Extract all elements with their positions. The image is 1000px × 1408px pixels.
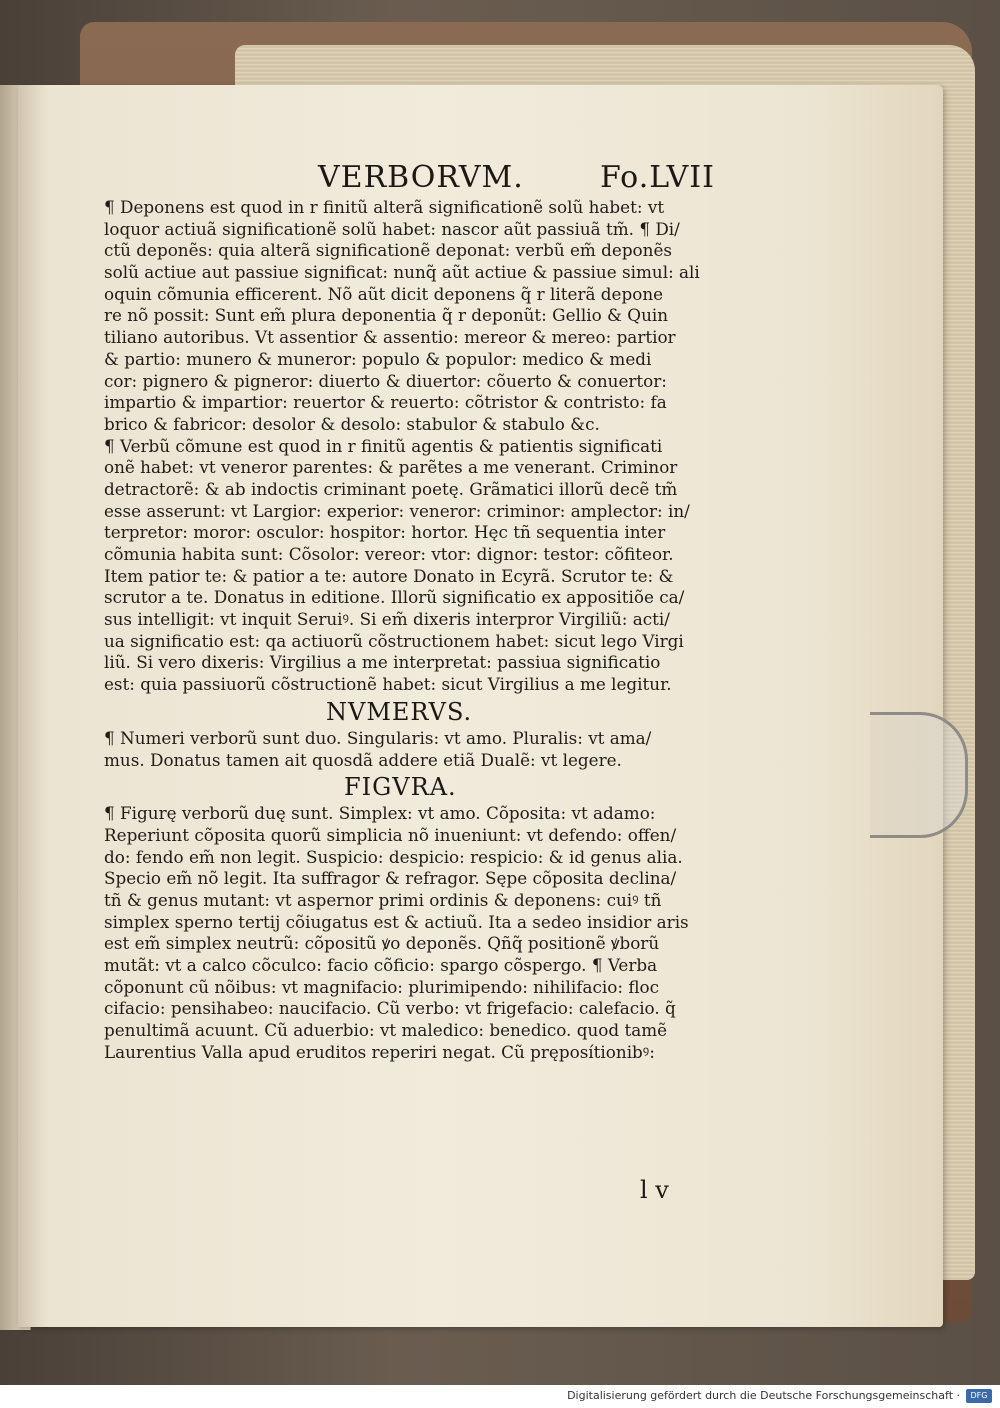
text-line: ctũ deponẽs: quia alterã significationẽ deponat: verbũ em̃ deponẽs bbox=[104, 240, 673, 261]
text-line: cõmunia habita sunt: Cõsolor: vereor: vtor: dignor: testor: cõfiteor. bbox=[104, 544, 674, 564]
text-line: terpretor: moror: osculor: hospitor: hortor. Hęc tñ sequentia inter bbox=[104, 522, 666, 543]
text-line: penultimã acuunt. Cũ aduerbio: vt maledico: benedico. quod tamẽ bbox=[104, 1020, 668, 1041]
heading-numerus: NVMERVS. bbox=[326, 697, 473, 726]
dfg-logo: DFG bbox=[966, 1389, 992, 1403]
text-line: impartio & impartior: reuertor & reuerto: cõtristor & contristo: fa bbox=[104, 392, 667, 413]
footer-credit: Digitalisierung gefördert durch die Deutsche Forschungsgemeinschaft · bbox=[567, 1389, 960, 1402]
text-line: Item patior te: & patior a te: autore Donato in Ecyrã. Scrutor te: & bbox=[104, 565, 674, 586]
folio-number: Fo.LVII bbox=[600, 160, 715, 195]
text-line: ua significatio est: qa actiuorũ cõstructionem habet: sicut lego Virgi bbox=[104, 630, 684, 651]
numerus-section bbox=[104, 728, 740, 771]
text-line: & partio: munero & muneror: populo & populor: medico & medi bbox=[104, 348, 652, 369]
footer-bar bbox=[0, 1385, 1000, 1408]
text-line: ¶ Deponens est quod in r finitũ alterã significationẽ solũ habet: vt bbox=[104, 197, 665, 217]
text-line: est em̃ simplex neutrũ: cõpositũ ꝟo deponẽs. Qñq̃ positionẽ ꝟborũ bbox=[104, 933, 660, 954]
text-line: scrutor a te. Donatus in editione. Illorũ significatio ex appositiõe ca/ bbox=[104, 587, 685, 608]
text-line: brico & fabricor: desolor & desolo: stabulor & stabulo &c. bbox=[104, 413, 600, 434]
text-line: tiliano autoribus. Vt assentior & assentio: mereor & mereo: partior bbox=[104, 327, 676, 348]
page-clip-bookmark bbox=[870, 712, 968, 838]
text-line: liũ. Si vero dixeris: Virgilius a me interpretat: passiua significatio bbox=[104, 652, 661, 673]
deponens-comune-section bbox=[104, 197, 740, 696]
text-line: cifacio: pensihabeo: naucifacio. Cũ verbo: vt frigefacio: calefacio. q̃ bbox=[104, 998, 676, 1019]
text-line: ¶ Numeri verborũ sunt duo. Singularis: vt amo. Pluralis: vt ama/ bbox=[104, 727, 652, 748]
text-line: Laurentius Valla apud eruditos reperiri negat. Cũ pręposítionibꝰ: bbox=[104, 1041, 655, 1062]
text-line: cor: pignero & pigneror: diuerto & diuertor: cõuerto & conuertor: bbox=[104, 370, 667, 391]
text-line: detractorẽ: & ab indoctis criminant poetę. Grãmatici illorũ decẽ tm̃ bbox=[104, 478, 678, 499]
text-line: Specio em̃ nõ legit. Ita suffragor & refragor. Sępe cõposita declina/ bbox=[104, 868, 677, 889]
text-line: oquin cõmunia efficerent. Nõ aũt dicit deponens q̃ r literã depone bbox=[104, 283, 664, 304]
heading-figura: FIGVRA. bbox=[344, 773, 457, 802]
text-line: ¶ Figurę verborũ duę sunt. Simplex: vt amo. Cõposita: vt adamo: bbox=[104, 803, 656, 824]
text-line: ¶ Verbũ cõmune est quod in r finitũ agentis & patientis significati bbox=[104, 435, 663, 456]
text-line: re nõ possit: Sunt em̃ plura deponentia q̃ r deponũt: Gellio & Quin bbox=[104, 305, 669, 326]
text-line: sus intelligit: vt inquit Seruiꝰ. Si em̃ dixeris interpror Virgiliũ: acti/ bbox=[104, 609, 670, 630]
page-header bbox=[0, 160, 1000, 200]
text-line: mus. Donatus tamen ait quosdã addere etiã Dualẽ: vt legere. bbox=[104, 749, 622, 770]
text-line: tñ & genus mutant: vt aspernor primi ordinis & deponens: cuiꝰ tñ bbox=[104, 889, 662, 910]
signature-mark: l v bbox=[640, 1176, 669, 1204]
text-line: simplex sperno tertij cõiugatus est & actiuũ. Ita a sedeo insidior aris bbox=[104, 911, 689, 932]
text-line: esse asserunt: vt Largior: experior: veneror: criminor: amplector: in/ bbox=[104, 500, 690, 521]
main-text bbox=[104, 197, 740, 1063]
text-line: Reperiunt cõposita quorũ simplicia nõ inueniunt: vt defendo: offen/ bbox=[104, 824, 677, 845]
text-line: cõponunt cũ nõibus: vt magnifacio: plurimipendo: nihilifacio: floc bbox=[104, 976, 660, 997]
text-line: solũ actiue aut passiue significat: nunq̃ aũt actiue & passiue simul: ali bbox=[104, 262, 700, 283]
text-line: onẽ habet: vt veneror parentes: & parẽtes a me venerant. Criminor bbox=[104, 457, 678, 478]
figura-section bbox=[104, 803, 740, 1063]
text-line: mutãt: vt a calco cõculco: facio cõficio: spargo cõspergo. ¶ Verba bbox=[104, 955, 658, 975]
running-head: VERBORVM. bbox=[318, 160, 524, 195]
text-line: loquor actiuã significationẽ solũ habet: nascor aũt passiuã tm̃. ¶ Di/ bbox=[104, 218, 680, 239]
text-line: est: quia passiuorũ cõstructionẽ habet: sicut Virgilius a me legitur. bbox=[104, 674, 672, 695]
text-line: do: fendo em̃ non legit. Suspicio: despicio: respicio: & id genus alia. bbox=[104, 846, 683, 867]
